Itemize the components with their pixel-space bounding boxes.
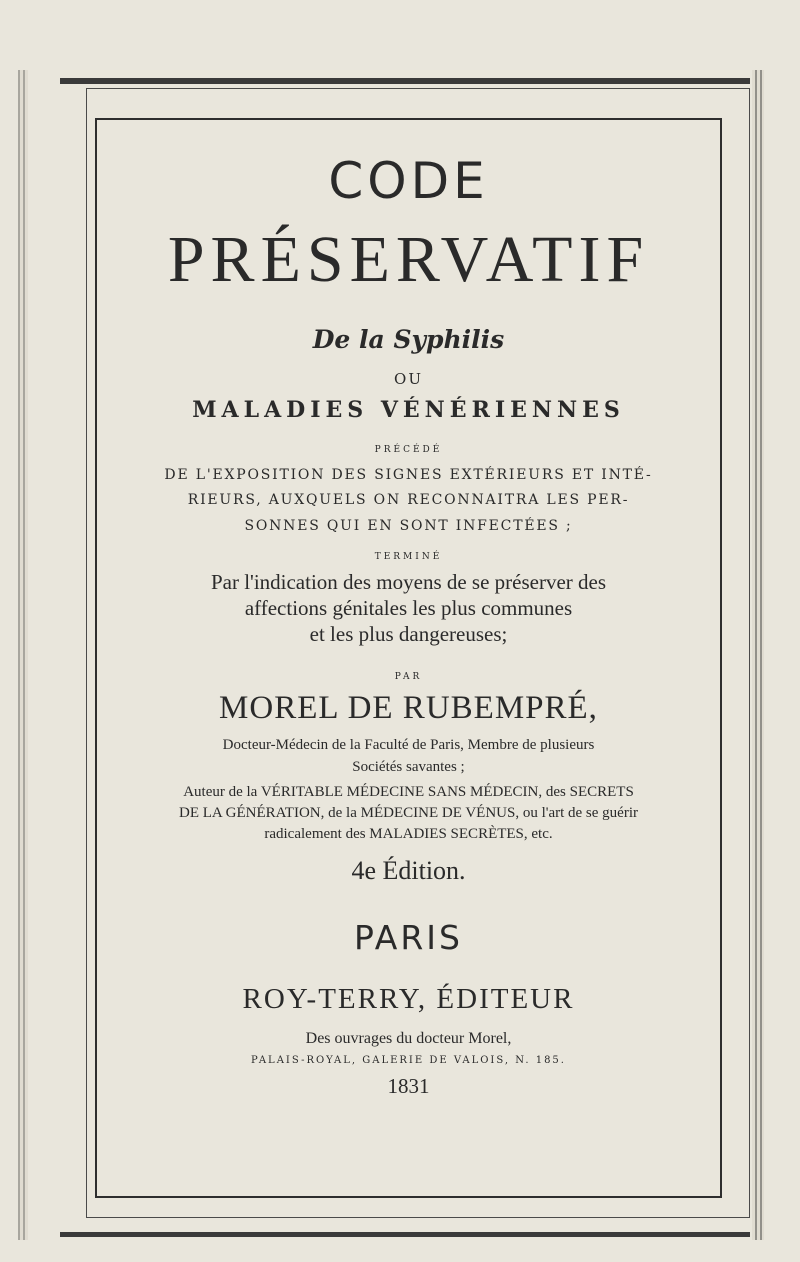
publication-year: 1831 [387,1074,430,1098]
publisher: ROY-TERRY, ÉDITEUR [242,983,575,1015]
page-edge-left [18,70,28,1240]
credentials-line-2: Sociétés savantes ; [352,759,465,775]
bottom-rule [60,1232,750,1237]
title-preservatif: PRÉSERVATIF [167,223,650,296]
publisher-note: Des ouvrages du docteur Morel, [305,1030,512,1047]
exposition-line-3: SONNES QUI EN SONT INFECTÉES ; [244,518,573,534]
top-rule [60,78,750,84]
indication-line-2: affections génitales les plus communes [244,596,573,620]
author-name: MOREL DE RUBEMPRÉ, [219,690,598,726]
exposition-line-2: RIEURS, AUXQUELS ON RECONNAITRA LES PER- [187,492,630,508]
title-maladies: MALADIES VÉNÉRIENNES [192,397,625,423]
by-label: PAR [394,672,423,682]
credentials-line-5: radicalement des MALADIES SECRÈTES, etc. [264,826,553,842]
indication-line-1: Par l'indication des moyens de se préserver des [210,570,607,594]
edition-label: 4e Édition. [351,856,466,885]
terminated-label: TERMINÉ [374,552,443,562]
title-connector: OU [394,370,423,388]
preceded-label: PRÉCÉDÉ [374,445,443,455]
exposition-line-1: DE L'EXPOSITION DES SIGNES EXTÉRIEURS ET INTÉ- [164,467,653,483]
page-edge-right [752,70,764,1240]
title-code: CODE [328,152,489,210]
credentials-line-4: DE LA GÉNÉRATION, de la MÉDECINE DE VÉNUS, ou l'art de se guérir [178,805,638,821]
city: PARIS [354,918,463,957]
credentials-line-3: Auteur de la VÉRITABLE MÉDECINE SANS MÉDECIN, des SECRETS [183,784,634,800]
credentials-line-1: Docteur-Médecin de la Faculté de Paris, Membre de plusieurs [222,737,595,753]
publisher-address: PALAIS-ROYAL, GALERIE DE VALOIS, N. 185. [251,1055,566,1066]
title-syphilis: De la Syphilis [312,325,505,354]
indication-line-3: et les plus dangereuses; [309,622,508,646]
